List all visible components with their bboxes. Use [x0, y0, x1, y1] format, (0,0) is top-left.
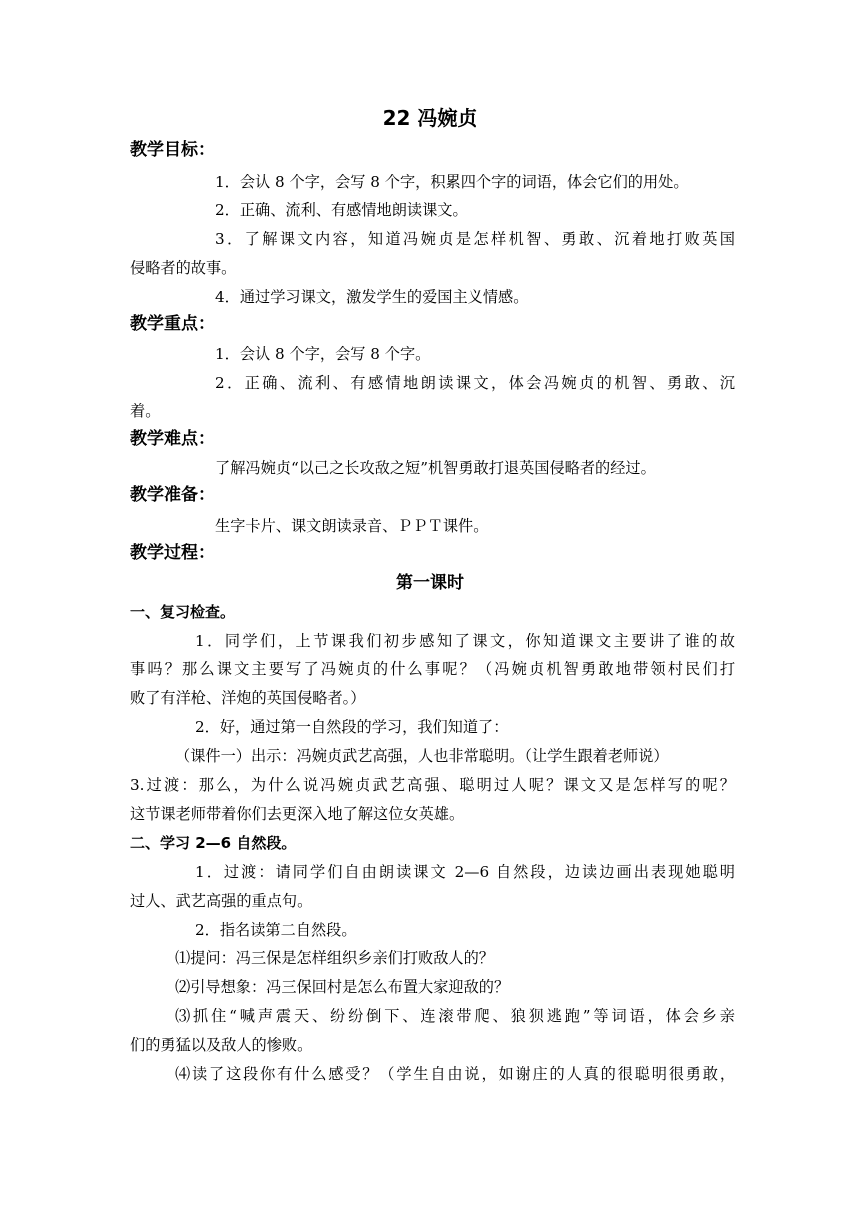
page-title: 22 冯婉贞: [382, 106, 478, 130]
section-1-p4-line-2: 这节课老师带着你们去更深入地了解这位女英雄。: [130, 805, 465, 823]
goals-item-1: 1．会认 8 个字，会写 8 个字，积累四个字的词语，体会它们的用处。: [215, 173, 689, 191]
section-2-heading: 二、学习 2—6 自然段。: [130, 834, 297, 852]
section-2-p1-line-2: 过人、武艺高强的重点句。: [130, 892, 313, 910]
goals-item-3-line-2: 侵略者的故事。: [130, 259, 237, 277]
difficulties-text: 了解冯婉贞“以己之长攻敌之短”机智勇敢打退英国侵略者的经过。: [215, 459, 656, 477]
difficulties-heading: 教学难点：: [130, 429, 215, 449]
section-2-q1: ⑴提问：冯三保是怎样组织乡亲们打败敌人的？: [175, 949, 494, 967]
goals-item-2: 2．正确、流利、有感情地朗读课文。: [215, 201, 468, 219]
section-1-p4-line-1: 3.过渡：那么，为什么说冯婉贞武艺高强、聪明过人呢？课文又是怎样写的呢？: [130, 776, 735, 794]
section-2-q2: ⑵引导想象：冯三保回村是怎么布置大家迎敌的？: [175, 978, 510, 996]
key-points-item-2-line-1: 2．正确、流利、有感情地朗读课文，体会冯婉贞的机智、勇敢、沉: [215, 374, 735, 392]
section-2-p2: 2．指名读第二自然段。: [195, 921, 357, 939]
section-1-heading: 一、复习检查。: [130, 603, 236, 621]
section-2-q4: ⑷读了这段你有什么感受？（学生自由说，如谢庄的人真的很聪明很勇敢，: [175, 1065, 735, 1083]
key-points-item-2-line-2: 着。: [130, 402, 161, 420]
section-1-p2: 2．好，通过第一自然段的学习，我们知道了：: [195, 718, 509, 736]
goals-item-4: 4．通过学习课文，激发学生的爱国主义情感。: [215, 288, 529, 306]
section-1-p1-line-1: 1．同学们，上节课我们初步感知了课文，你知道课文主要讲了谁的故: [195, 632, 735, 650]
preparation-text: 生字卡片、课文朗读录音、ＰＰＴ课件。: [215, 517, 489, 535]
section-2-p1-line-1: 1．过渡：请同学们自由朗读课文 2—6 自然段，边读边画出表现她聪明: [195, 863, 735, 881]
section-1-p1-line-3: 败了有洋枪、洋炮的英国侵略者。）: [130, 689, 366, 707]
lesson-title: 第一课时: [396, 573, 464, 593]
preparation-heading: 教学准备：: [130, 485, 215, 505]
process-heading: 教学过程：: [130, 543, 215, 563]
goals-item-3-line-1: 3．了解课文内容，知道冯婉贞是怎样机智、勇敢、沉着地打败英国: [215, 230, 735, 248]
section-1-p3: （课件一）出示：冯婉贞武艺高强，人也非常聪明。（让学生跟着老师说）: [175, 747, 669, 765]
key-points-heading: 教学重点：: [130, 314, 215, 334]
section-2-q3-line-2: 们的勇猛以及敌人的惨败。: [130, 1036, 313, 1054]
section-2-q3-line-1: ⑶抓住“喊声震天、纷纷倒下、连滚带爬、狼狈逃跑”等词语，体会乡亲: [175, 1007, 735, 1025]
key-points-item-1: 1．会认 8 个字，会写 8 个字。: [215, 345, 431, 363]
section-1-p1-line-2: 事吗？那么课文主要写了冯婉贞的什么事呢？（冯婉贞机智勇敢地带领村民们打: [130, 660, 735, 678]
goals-heading: 教学目标：: [130, 140, 215, 160]
